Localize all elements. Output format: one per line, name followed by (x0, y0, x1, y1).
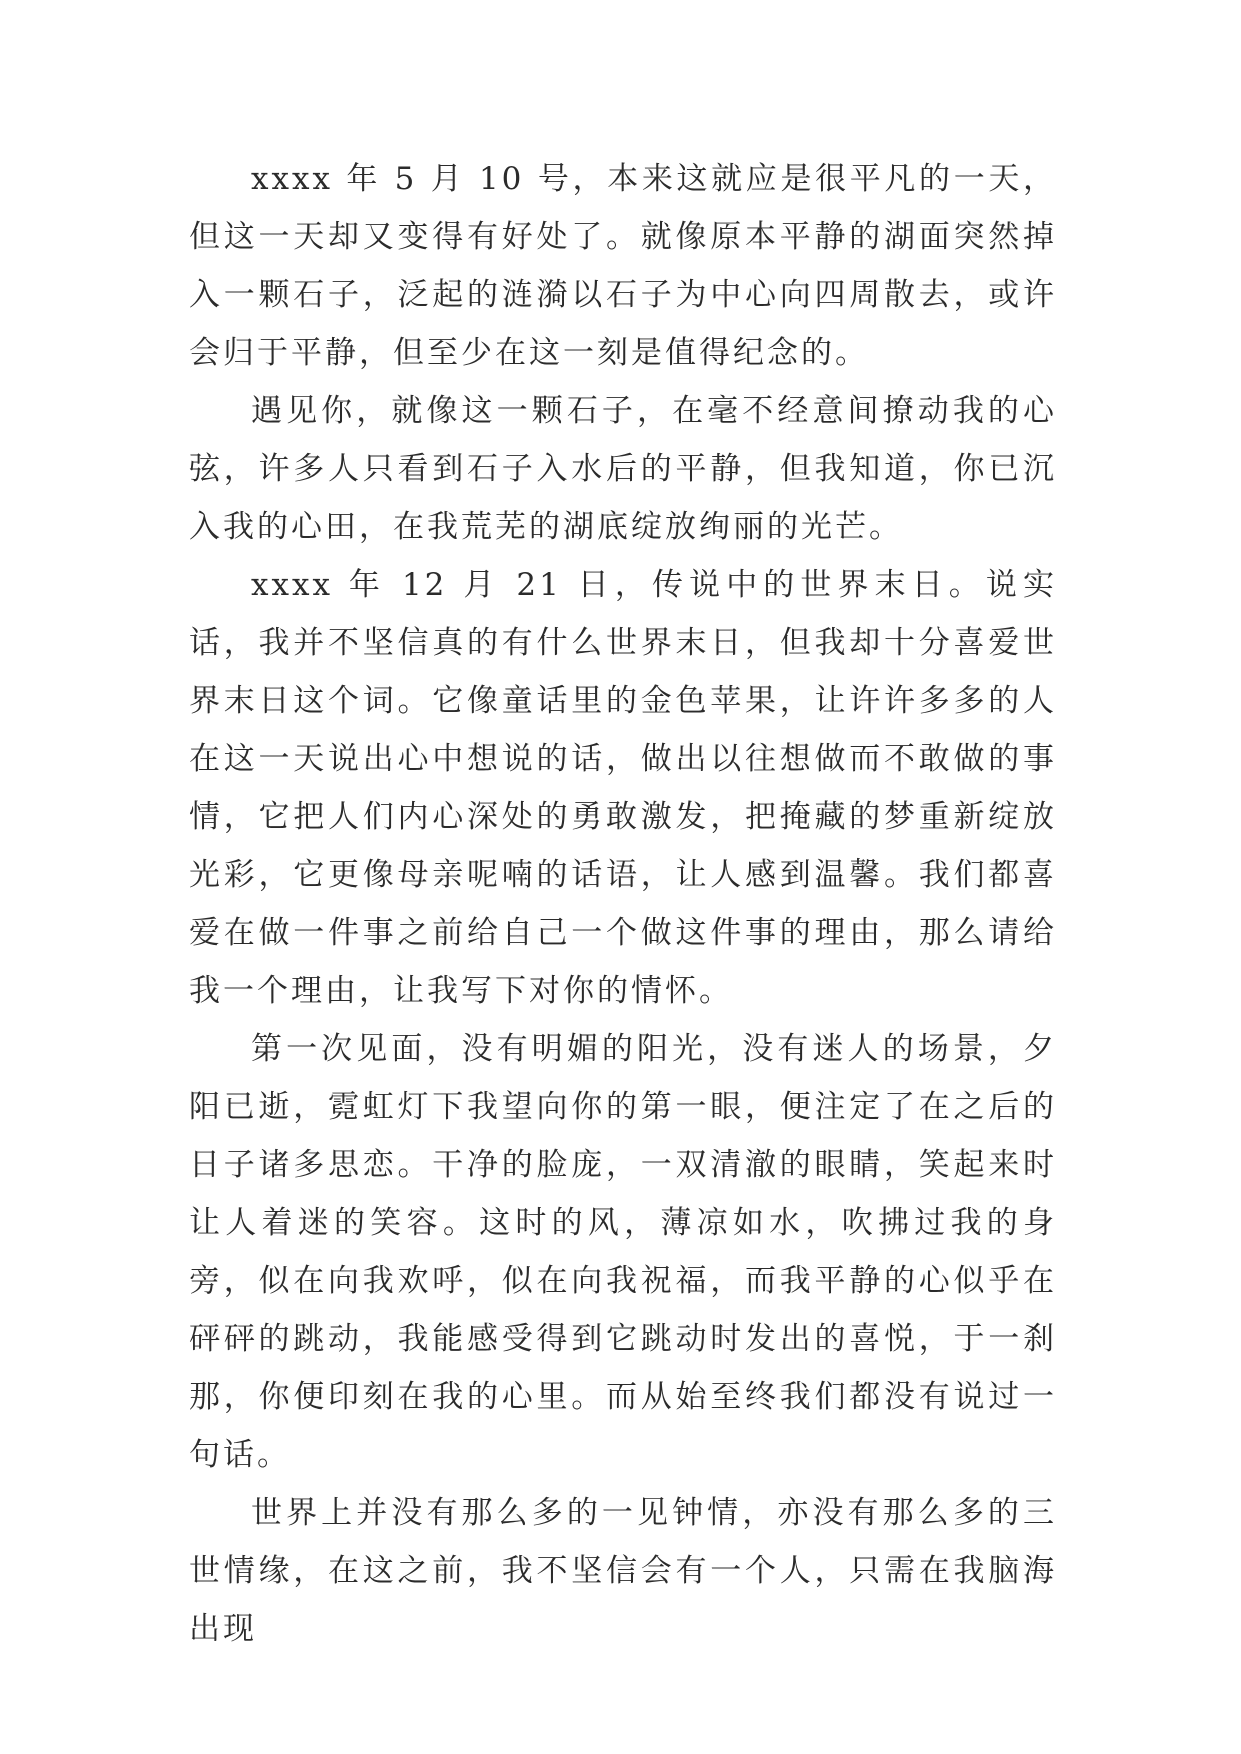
paragraph-5: 世界上并没有那么多的一见钟情，亦没有那么多的三世情缘，在这之前，我不坚信会有一个人，只需在我脑海出现 (189, 1495, 1057, 1647)
paragraph-3: xxxx 年 12 月 21 日，传说中的世界末日。说实话，我并不坚信真的有什么世界末日，但我却十分喜爱世界末日这个词。它像童话里的金色苹果，让许许多多的人在这一天说出心中想说的话，做出以往想做而不敢做的事情，它把人们内心深处的勇敢激发，把掩藏的梦重新绽放光彩，它更像母亲呢喃的话语，让人感到温馨。我们都喜爱在做一件事之前给自己一个做这件事的理由，那么请给我一个理由，让我写下对你的情怀。 (189, 567, 1057, 1009)
document-body (189, 150, 1057, 1658)
paragraph-1: xxxx 年 5 月 10 号，本来这就应是很平凡的一天，但这一天却又变得有好处了。就像原本平静的湖面突然掉入一颗石子，泛起的涟漪以石子为中心向四周散去，或许会归于平静，但至少在这一刻是值得纪念的。 (189, 161, 1057, 371)
paragraph-4: 第一次见面，没有明媚的阳光，没有迷人的场景，夕阳已逝，霓虹灯下我望向你的第一眼，便注定了在之后的日子诸多思恋。干净的脸庞，一双清澈的眼睛，笑起来时让人着迷的笑容。这时的风，薄凉如水，吹拂过我的身旁，似在向我欢呼，似在向我祝福，而我平静的心似乎在砰砰的跳动，我能感受得到它跳动时发出的喜悦，于一刹那，你便印刻在我的心里。而从始至终我们都没有说过一句话。 (189, 1031, 1057, 1473)
paragraph-2: 遇见你，就像这一颗石子，在毫不经意间撩动我的心弦，许多人只看到石子入水后的平静，但我知道，你已沉入我的心田，在我荒芜的湖底绽放绚丽的光芒。 (189, 393, 1057, 545)
